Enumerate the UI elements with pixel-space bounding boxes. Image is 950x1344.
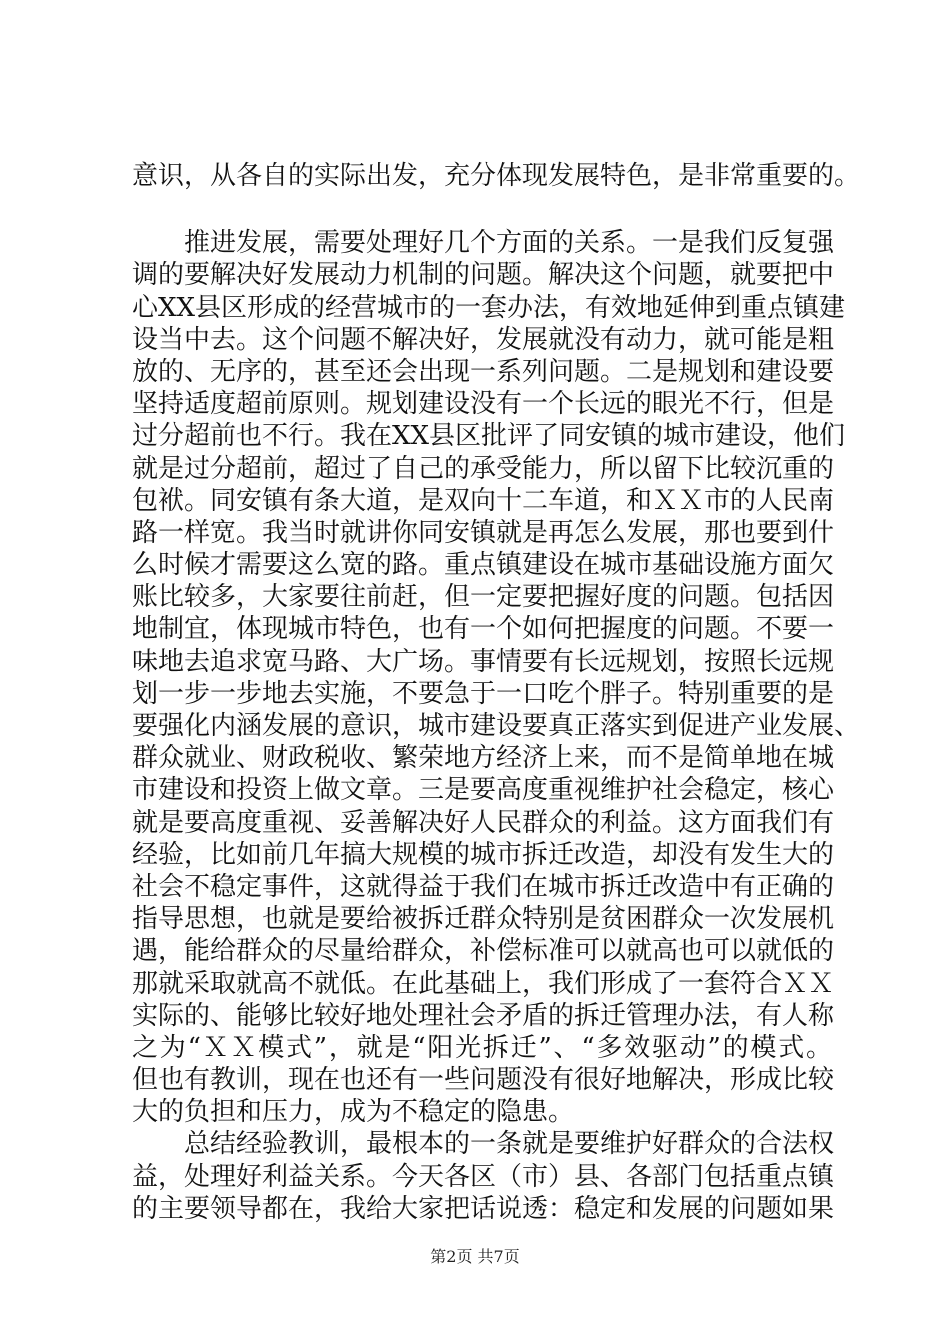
- text-line: 就是要高度重视、妥善解决好人民群众的利益。这方面我们有: [132, 807, 835, 838]
- text-line: 要强化内涵发展的意识，城市建设要真正落实到促进产业发展、: [132, 711, 861, 741]
- text-line: 但也有教训，现在也还有一些问题没有很好地解决，形成比较: [132, 1065, 835, 1096]
- text-line: 意识，从各自的实际出发，充分体现发展特色，是非常重要的。: [132, 161, 861, 191]
- text-line: 心XX县区形成的经营城市的一套办法，有效地延伸到重点镇建: [132, 292, 846, 323]
- text-line: 坚持适度超前原则。规划建设没有一个长远的眼光不行，但是: [132, 389, 835, 420]
- text-line: 总结经验教训，最根本的一条就是要维护好群众的合法权: [184, 1129, 835, 1160]
- text-line: 之为“ＸＸ模式”，就是“阳光拆迁”、“多效驱动”的模式。: [132, 1032, 832, 1063]
- text-line: 路一样宽。我当时就讲你同安镇就是再怎么发展，那也要到什: [132, 517, 835, 548]
- text-line: 经验，比如前几年搞大规模的城市拆迁改造，却没有发生大的: [132, 839, 835, 870]
- text-line: 过分超前也不行。我在XX县区批评了同安镇的城市建设，他们: [132, 421, 846, 452]
- text-line: 遇，能给群众的尽量给群众，补偿标准可以就高也可以就低的: [132, 936, 835, 967]
- text-line: 账比较多，大家要往前赶，但一定要把握好度的问题。包括因: [132, 582, 835, 613]
- text-line: 市建设和投资上做文章。三是要高度重视维护社会稳定，核心: [132, 775, 835, 806]
- text-line: 大的负担和压力，成为不稳定的隐患。: [132, 1097, 575, 1128]
- text-line: 指导思想，也就是要给被拆迁群众特别是贫困群众一次发展机: [132, 904, 835, 935]
- text-line: 放的、无序的，甚至还会出现一系列问题。二是规划和建设要: [132, 356, 835, 387]
- text-line: 群众就业、财政税收、繁荣地方经济上来，而不是简单地在城: [132, 743, 835, 774]
- text-line: 推进发展，需要处理好几个方面的关系。一是我们反复强: [184, 228, 835, 259]
- page-number-footer: 第2页 共7页: [430, 1247, 520, 1266]
- text-line: 的主要领导都在，我给大家把话说透：稳定和发展的问题如果: [132, 1193, 835, 1224]
- text-line: 包袱。同安镇有条大道，是双向十二车道，和ＸＸ市的人民南: [132, 485, 835, 516]
- text-line: 地制宜，体现城市特色，也有一个如何把握度的问题。不要一: [132, 614, 835, 645]
- text-line: 就是过分超前，超过了自己的承受能力，所以留下比较沉重的: [132, 453, 835, 484]
- text-line: 实际的、能够比较好地处理社会矛盾的拆迁管理办法，有人称: [132, 1000, 835, 1031]
- body-text: [132, 160, 861, 1225]
- text-line: 调的要解决好发展动力机制的问题。解决这个问题，就要把中: [132, 260, 835, 291]
- text-line: 益，处理好利益关系。今天各区（市）县、各部门包括重点镇: [132, 1161, 835, 1192]
- text-line: 那就采取就高不就低。在此基础上，我们形成了一套符合ＸＸ: [132, 968, 835, 999]
- text-line: 设当中去。这个问题不解决好，发展就没有动力，就可能是粗: [132, 324, 835, 355]
- text-line: 么时候才需要这么宽的路。重点镇建设在城市基础设施方面欠: [132, 550, 835, 581]
- text-line: 社会不稳定事件，这就得益于我们在城市拆迁改造中有正确的: [132, 871, 835, 902]
- text-line: 味地去追求宽马路、大广场。事情要有长远规划，按照长远规: [132, 646, 835, 677]
- text-line: 划一步一步地去实施，不要急于一口吃个胖子。特别重要的是: [132, 678, 835, 709]
